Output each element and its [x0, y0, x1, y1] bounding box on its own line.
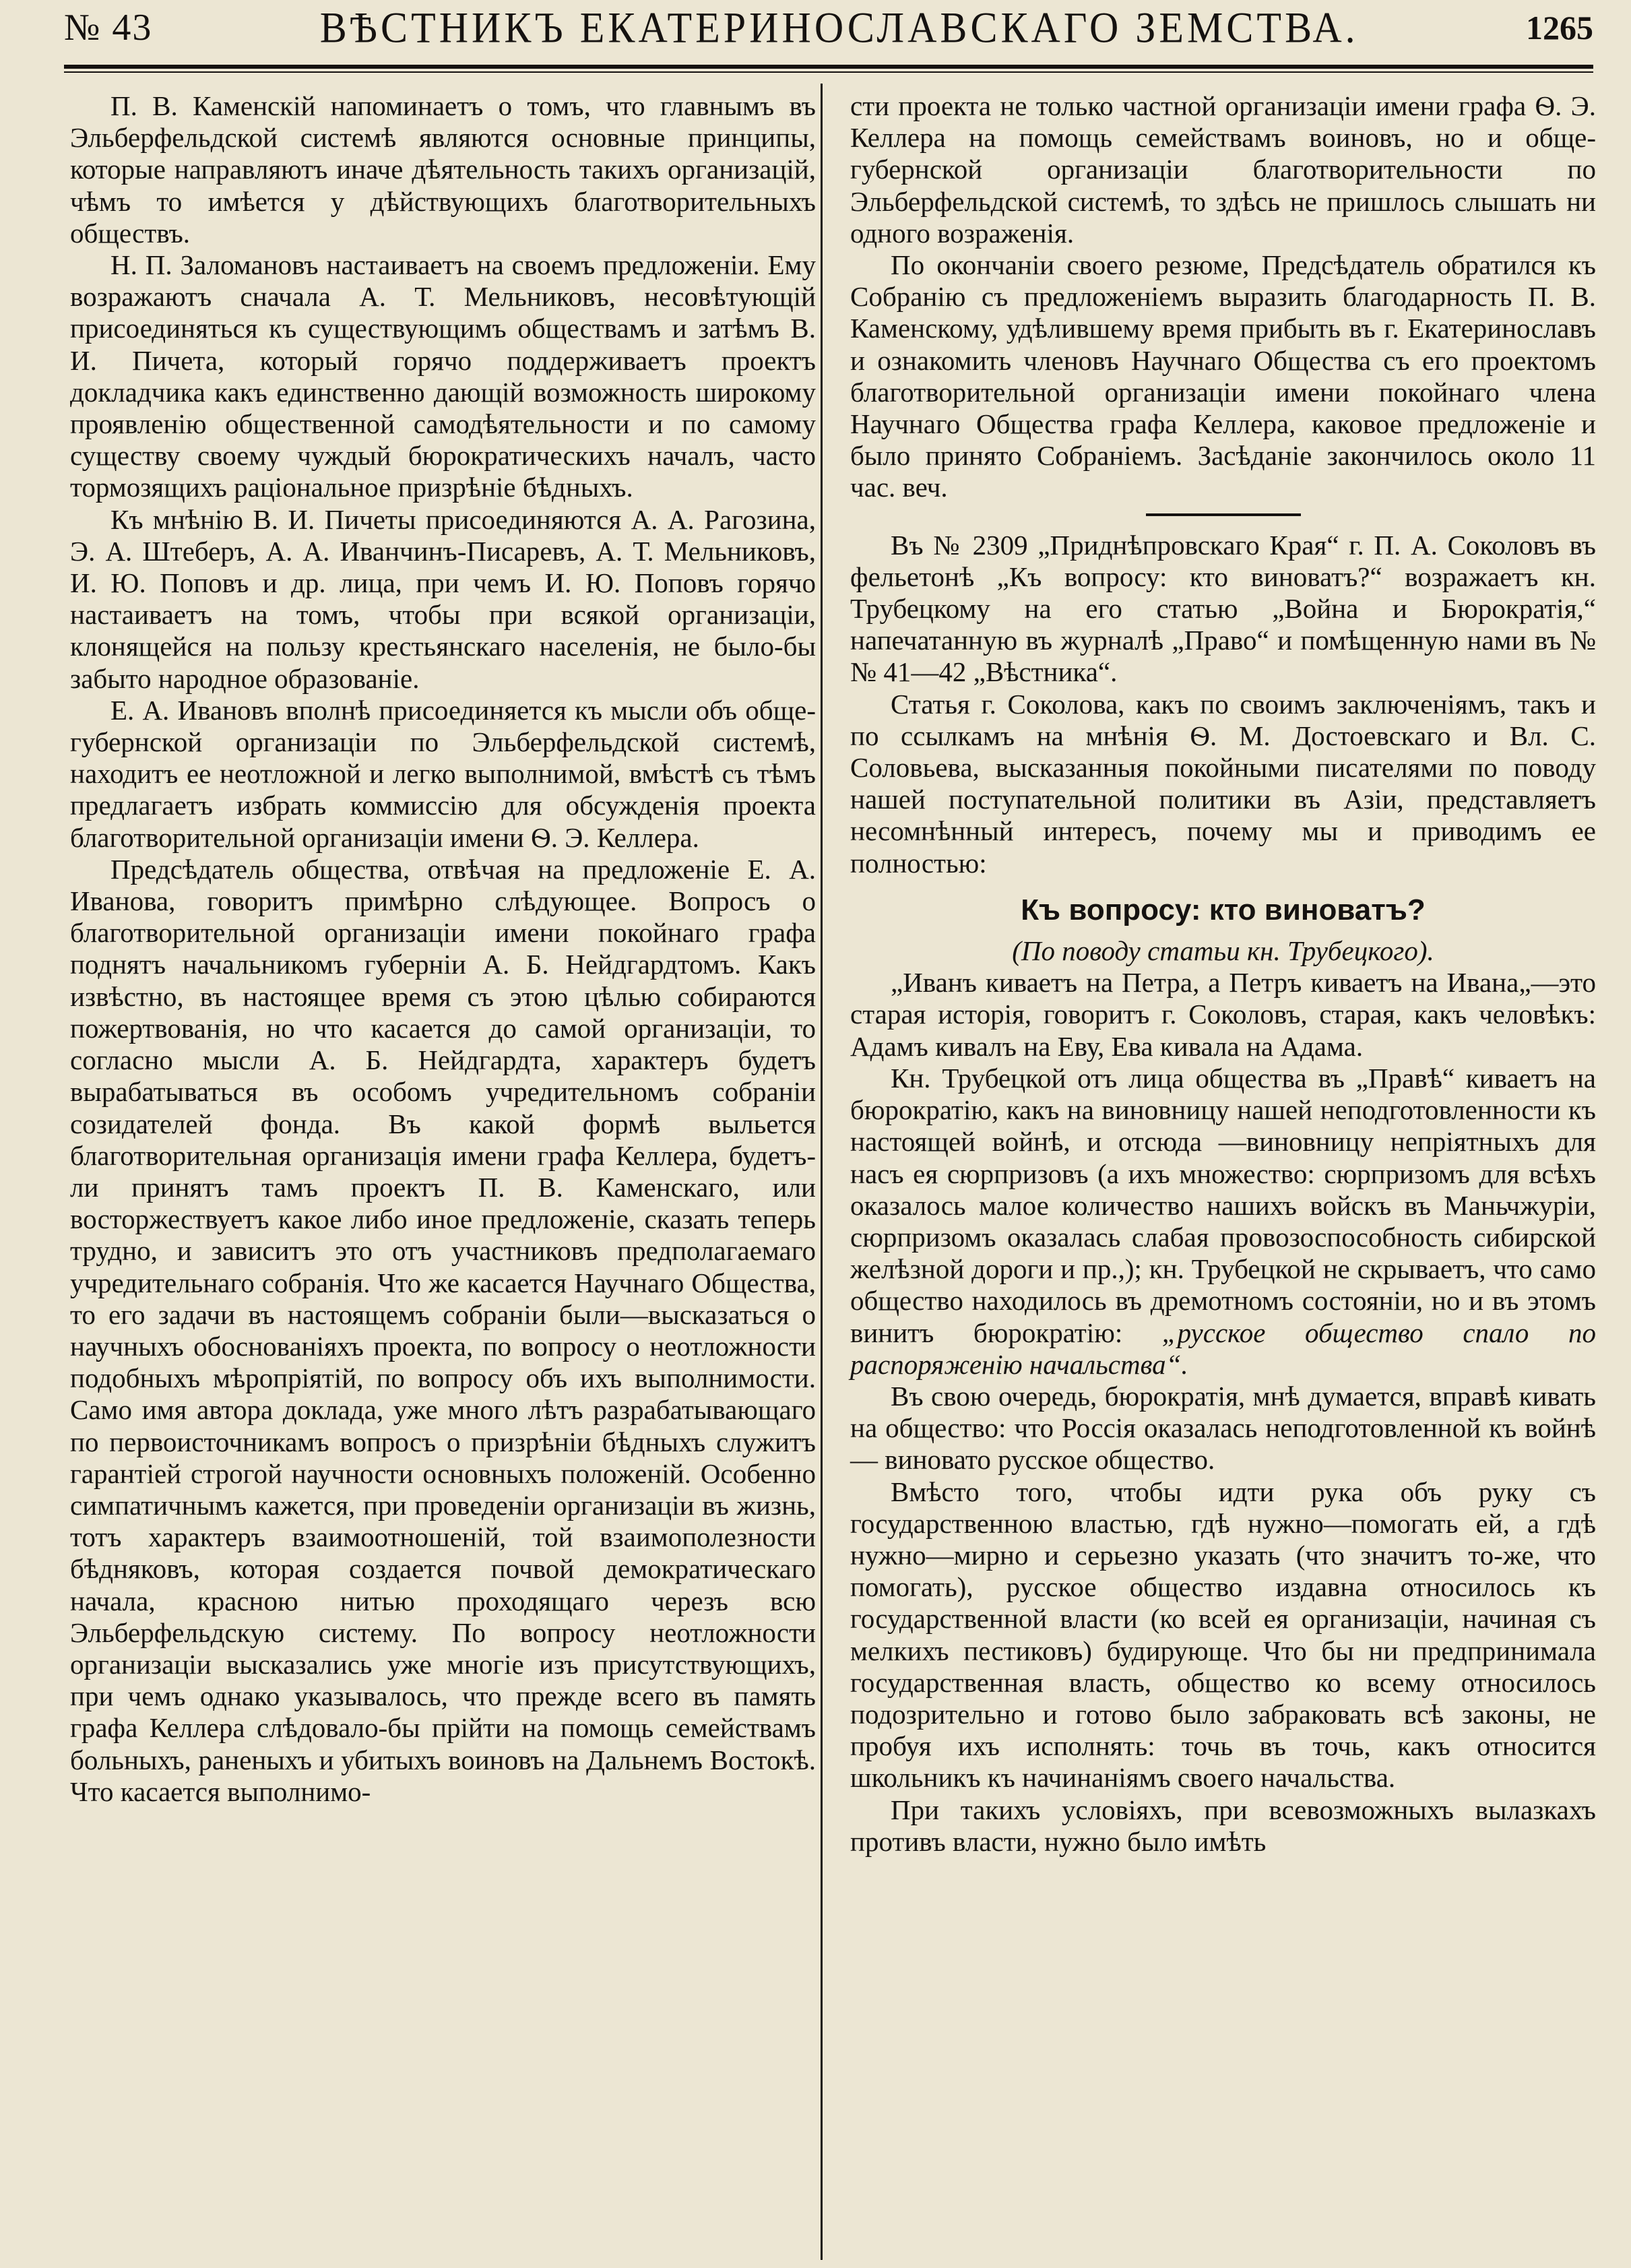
left-column	[70, 90, 816, 1808]
paragraph-continuation: сти проекта не только частной организацiи имени графа Ѳ. Э. Келлера на помощь семействамъ воиновъ, но и обще-губернской организацiи благотворительности по Эльберфельдской системѣ, то здѣсь не пришлось слышать ни одного возраженiя.	[850, 90, 1596, 249]
paragraph-text: Кн. Трубецкой отъ лица общества въ „Правѣ“ киваетъ на бюрократiю, какъ на виновницу нашей неподготовленности къ настоящей войнѣ, и отсюда —виновницу непрiятныхъ для насъ ея сюрпризовъ (а ихъ множество: сюрпризомъ для всѣхъ оказалось малое количество нашихъ войскъ въ Маньчжурiи, сюрпризомъ оказалась слабая провозоспособность сибирской желѣзной дороги и пр.,); кн. Трубецкой не скрываетъ, что само общество находилось въ дремотномъ состоянiи, но и въ этомъ винитъ бюрократiю:	[850, 1062, 1596, 1348]
publication-title: ВѢСТНИКЪ ЕКАТЕРИНОСЛАВСКАГО ЗЕМСТВА.	[319, 3, 1359, 52]
paragraph: Къ мнѣнiю В. И. Пичеты присоединяются А. А. Рагозина, Э. А. Штеберъ, А. А. Иванчинъ-Писаревъ, А. Т. Мельниковъ, И. Ю. Поповъ и др. лица, при чемъ И. Ю. Поповъ горячо настаиваетъ на томъ, чтобы при всякой организацiи, клонящейся на пользу крестьянскаго населенiя, не было-бы забыто народное образованiе.	[70, 503, 816, 694]
right-column	[850, 90, 1596, 1858]
italic-quote: „русское общество спало по распоряженiю начальства“.	[850, 1317, 1596, 1380]
paragraph: Въ № 2309 „Приднѣпровскаго Края“ г. П. А. Соколовъ въ фельетонѣ „Къ вопросу: кто виноватъ?“ возражаетъ кн. Трубецкому на его статью „Война и Бюрократiя,“ напечатанную въ журналѣ „Право“ и помѣщенную нами въ №№ 41—42 „Вѣстника“.	[850, 529, 1596, 688]
header-rule	[64, 65, 1593, 73]
section-separator	[1146, 513, 1301, 516]
paragraph: Вмѣсто того, чтобы идти рука объ руку съ государственною властью, гдѣ нужно—помогать ей, а гдѣ нужно—мирно и серьезно указать (что значитъ то-же, что помогать), русское общество издавна относилось къ государственной власти (ко всей ея организацiи, начиная съ мелкихъ пестиковъ) будирующе. Что бы ни предпринимала государственная власть, общество ко всему относилось подозрительно и готово было забраковать всѣ законы, не пробуя ихъ исполнять: точь въ точь, какъ относится школьникъ къ начинанiямъ своего начальства.	[850, 1476, 1596, 1794]
paragraph: „Иванъ киваетъ на Петра, а Петръ киваетъ на Ивана„—это старая исторiя, говоритъ г. Соколовъ, старая, какъ человѣкъ: Адамъ кивалъ на Еву, Ева кивала на Адама.	[850, 967, 1596, 1062]
paragraph: П. В. Каменскiй напоминаетъ о томъ, что главнымъ въ Эльберфельдской системѣ являются основные принципы, которые направляютъ иначе дѣятельность такихъ организацiй, чѣмъ то имѣется у дѣйствующихъ благотворительныхъ обществъ.	[70, 90, 816, 249]
page-number: 1265	[1526, 9, 1593, 46]
page-header	[64, 0, 1593, 55]
paragraph: Статья г. Соколова, какъ по своимъ заключенiямъ, такъ и по ссылкамъ на мнѣнiя Ѳ. М. Достоевскаго и Вл. С. Соловьева, высказанныя покойными писателями по поводу нашей поступательной политики въ Азiи, представляетъ несомнѣнный интересъ, почему мы и приводимъ ее полностью:	[850, 688, 1596, 879]
article-subtitle: (По поводу статьи кн. Трубецкого).	[1012, 935, 1434, 967]
column-divider	[821, 84, 823, 2260]
paragraph	[850, 1063, 1596, 1381]
paragraph: Въ свою очередь, бюрократiя, мнѣ думается, вправѣ кивать на общество: что Россiя оказалась неподготовленной къ войнѣ— виновато русское общество.	[850, 1380, 1596, 1476]
article-title: Къ вопросу: кто виноватъ?	[1021, 893, 1426, 926]
paragraph: Е. А. Ивановъ вполнѣ присоединяется къ мысли объ обще-губернской организацiи по Эльберфельдской системѣ, находитъ ее неотложной и легко выполнимой, вмѣстѣ съ тѣмъ предлагаетъ избрать коммиссiю для обсужденiя проекта благотворительной организацiи имени Ѳ. Э. Келлера.	[70, 694, 816, 853]
paragraph: По окончанiи своего резюме, Предсѣдатель обратился къ Собранiю съ предложенiемъ выразить благодарность П. В. Каменскому, удѣлившему время прибыть въ г. Екатеринославъ и ознакомить членовъ Научнаго Общества съ его проектомъ благотворительной организацiи имени покойнаго члена Научнаго Общества графа Келлера, каковое предложенiе и было принято Собранiемъ. Засѣданiе закончилось около 11 час. веч.	[850, 249, 1596, 503]
paragraph: При такихъ условiяхъ, при всевозможныхъ вылазкахъ противъ власти, нужно было имѣть	[850, 1794, 1596, 1857]
paragraph: Н. П. Заломановъ настаиваетъ на своемъ предложенiи. Ему возражаютъ сначала А. Т. Мельниковъ, несовѣтующiй присоединяться къ существующимъ обществамъ и затѣмъ В. И. Пичета, который горячо поддерживаетъ проектъ докладчика какъ единственно дающiй возможность широкому проявленiю общественной самодѣятельности и по самому существу своему чуждый бюрократическихъ началъ, часто тормозящихъ рацiональное призрѣнiе бѣдныхъ.	[70, 249, 816, 503]
paragraph: Предсѣдатель общества, отвѣчая на предложенiе Е. А. Иванова, говоритъ примѣрно слѣдующее. Вопросъ о благотворительной организацiи имени покойнаго графа поднятъ начальникомъ губернiи А. Б. Нейдгардтомъ. Какъ извѣстно, въ настоящее время съ этою цѣлью собираются пожертвованiя, но что касается до самой организацiи, то согласно мысли А. Б. Нейдгардта, характеръ будетъ вырабатываться въ особомъ учредительномъ собранiи созидателей фонда. Въ какой формѣ выльется благотворительная организацiя имени графа Келлера, будетъ-ли принятъ тамъ проектъ П. В. Каменскаго, или восторжествуетъ какое либо иное предложенiе, сказать теперь трудно, и зависитъ это отъ участниковъ предполагаемаго учредительнаго собранiя. Что же касается Научнаго Общества, то его задачи въ настоящемъ собранiи были—высказаться о научныхъ обоснованiяхъ проекта, по вопросу о неотложности подобныхъ мѣропрiятiй, по вопросу объ ихъ выполнимости. Само имя автора доклада, уже много лѣтъ разрабатывающаго по первоисточникамъ вопросъ о призрѣнiи бѣдныхъ служитъ гарантiей строгой научности основныхъ положенiй. Особенно симпатичнымъ кажется, при проведенiи организацiи въ жизнь, тотъ характеръ взаимоотношенiй, той взаимополезности бѣдняковъ, которая создается почвой демократическаго начала, красною нитью проходящаго черезъ всю Эльберфельдскую систему. По вопросу неотложности организацiи высказались уже многiе изъ присутствующихъ, при чемъ однако указывалось, что прежде всего въ память графа Келлера слѣдовало-бы прiйти на помощь семействамъ больныхъ, раненыхъ и убитыхъ воиновъ на Дальнемъ Востокѣ. Что касается выполнимо-	[70, 853, 816, 1807]
issue-number: № 43	[64, 7, 153, 49]
